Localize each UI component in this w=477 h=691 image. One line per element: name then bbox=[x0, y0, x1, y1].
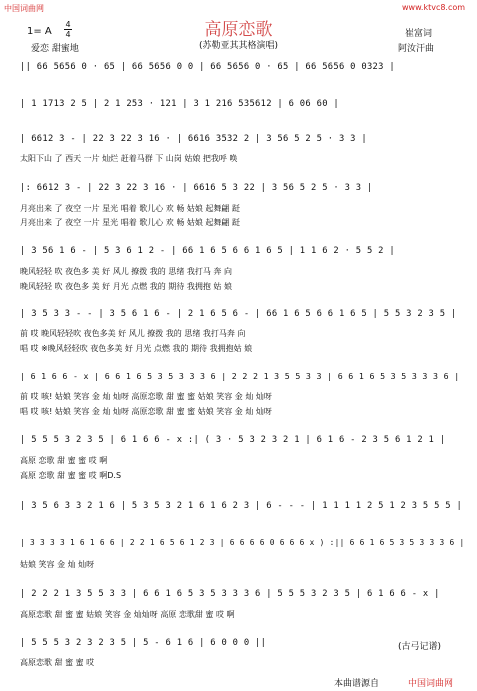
meter-top: 4 bbox=[65, 20, 71, 29]
score-row-3-lyrics: 太阳下山 了 西天 一片 灿烂 赶着马群 下 山岗 姑娘 把我呼 唤 bbox=[20, 154, 238, 163]
score-row-7-notes: | 6 1 6 6 - x | 6 6 1 6 5 3 5 3 3 3 6 | 2 2 2 1 3 5 5 3 3 | 6 6 1 6 5 3 5 3 3 3 6 | bbox=[20, 371, 460, 381]
score-row-4-notes: |: 6612 3 - | 22 3 22 3 16 · | 6616 5 3 22 | 3 56 5 2 5 · 3 3 | bbox=[20, 183, 373, 193]
transcriber-credit: (古弓记谱) bbox=[398, 642, 442, 652]
score-row-11-notes: | 2 2 2 1 3 5 5 3 3 | 6 6 1 6 5 3 5 3 3 3 6 | 5 5 5 3 2 3 5 | 6 1 6 6 - x | bbox=[20, 589, 440, 599]
score-row-3-notes: | 6612 3 - | 22 3 22 3 16 · | 6616 3532 2 | 3 56 5 2 5 · 3 3 | bbox=[20, 134, 367, 144]
composer-credit: 阿汝汗曲 bbox=[398, 44, 435, 54]
score-row-7-lyrics-verse1: 前 哎 咳! 姑娘 笑容 金 灿 灿呀 高原恋歌 甜 蜜 蜜 姑娘 笑容 金 灿 灿呀 bbox=[20, 392, 272, 401]
score-row-1-notes: || 66 5656 0 · 65 | 66 5656 0 0 | 66 5656 0 · 65 | 66 5656 0 0323 | bbox=[20, 62, 395, 72]
score-row-8-lyrics-verse1: 高原 恋歌 甜 蜜 蜜 哎 啊 bbox=[20, 456, 108, 465]
score-row-5-lyrics-verse1: 晚风轻轻 吹 夜色多 美 好 风儿 撩拨 我的 思绪 我打马 奔 向 bbox=[20, 267, 232, 276]
score-row-5-notes: | 3 56 1 6 - | 5 3 6 1 2 - | 66 1 6 5 6 6 1 6 5 | 1 1 6 2 · 5 5 2 | bbox=[20, 246, 395, 256]
lyricist-credit: 崔富词 bbox=[405, 29, 433, 39]
score-row-10-notes: | 3 3 3 3 1 6 1 6 6 | 2 2 1 6 5 6 1 2 3 | 6 6 6 6 0 6 6 6 x ) :|| 6 6 1 6 5 3 5 3 3 3 6 | bbox=[20, 538, 465, 547]
score-row-4-lyrics-verse2: 月亮出来 了 夜空 一片 星光 唱着 歌儿心 欢 畅 姑娘 起舞翩 跹 bbox=[20, 218, 240, 227]
score-row-6-lyrics-verse2: 唱 哎 ※晚风轻轻吹 夜色多美 好 月光 点燃 我的 期待 我拥抱姑 娘 bbox=[20, 344, 253, 353]
score-row-8-lyrics-verse2: 高原 恋歌 甜 蜜 蜜 哎 啊D.S bbox=[20, 471, 122, 480]
footer-source-site: 中国词曲网 bbox=[408, 679, 454, 689]
score-row-9-notes: | 3 5 6 3 3 2 1 6 | 5 3 5 3 2 1 6 1 6 2 3 | 6 - - - | 1 1 1 1 2 5 1 2 3 5 5 5 | bbox=[20, 501, 463, 511]
footer-source-label: 本曲谱源自 bbox=[334, 679, 380, 689]
watermark-site-name: 中国词曲网 bbox=[4, 4, 44, 13]
score-row-4-lyrics-verse1: 月亮出来 了 夜空 一片 星光 唱着 歌儿心 欢 畅 姑娘 起舞翩 跹 bbox=[20, 204, 240, 213]
score-row-12-notes: | 5 5 5 3 2 3 2 3 5 | 5 - 6 1 6 | 6 0 0 0 || bbox=[20, 638, 267, 648]
score-row-10-lyrics: 姑娘 笑容 金 灿 灿呀 bbox=[20, 560, 95, 569]
meter-bottom: 4 bbox=[65, 30, 71, 39]
song-title: 高原恋歌 bbox=[204, 20, 273, 40]
score-row-7-lyrics-verse2: 唱 哎 咳! 姑娘 笑容 金 灿 灿呀 高原恋歌 甜 蜜 蜜 姑娘 笑容 金 灿 灿呀 bbox=[20, 407, 272, 416]
key-signature: 1= A bbox=[27, 26, 52, 37]
score-row-2-notes: | 1 1713 2 5 | 2 1 253 · 121 | 3 1 216 535612 | 6 06 60 | bbox=[20, 99, 339, 109]
score-row-12-lyrics: 高原恋歌 甜 蜜 蜜 哎 bbox=[20, 658, 95, 667]
watermark-site-url: www.ktvc8.com bbox=[402, 3, 466, 12]
score-row-8-notes: | 5 5 5 3 2 3 5 | 6 1 6 6 - x :| ( 3 · 5 3 2 3 2 1 | 6 1 6 - 2 3 5 6 1 2 1 | bbox=[20, 435, 446, 445]
score-row-6-lyrics-verse1: 前 哎 晚风轻轻吹 夜色多美 好 风儿 撩拨 我的 思绪 我打马奔 向 bbox=[20, 329, 246, 338]
score-row-11-lyrics: 高原恋歌 甜 蜜 蜜 姑娘 笑容 金 灿灿呀 高原 恋歌甜 蜜 哎 啊 bbox=[20, 610, 235, 619]
expression-mark: 爱恋 甜蜜地 bbox=[31, 44, 79, 54]
song-subtitle: (苏勒亚其其格演唱) bbox=[198, 41, 279, 51]
score-row-6-notes: | 3 5 3 3 - - | 3 5 6 1 6 - | 2 1 6 5 6 - | 66 1 6 5 6 6 1 6 5 | 5 5 3 2 3 5 | bbox=[20, 309, 457, 319]
score-row-5-lyrics-verse2: 晚风轻轻 吹 夜色多 美 好 月光 点燃 我的 期待 我拥抱 姑 娘 bbox=[20, 282, 232, 291]
